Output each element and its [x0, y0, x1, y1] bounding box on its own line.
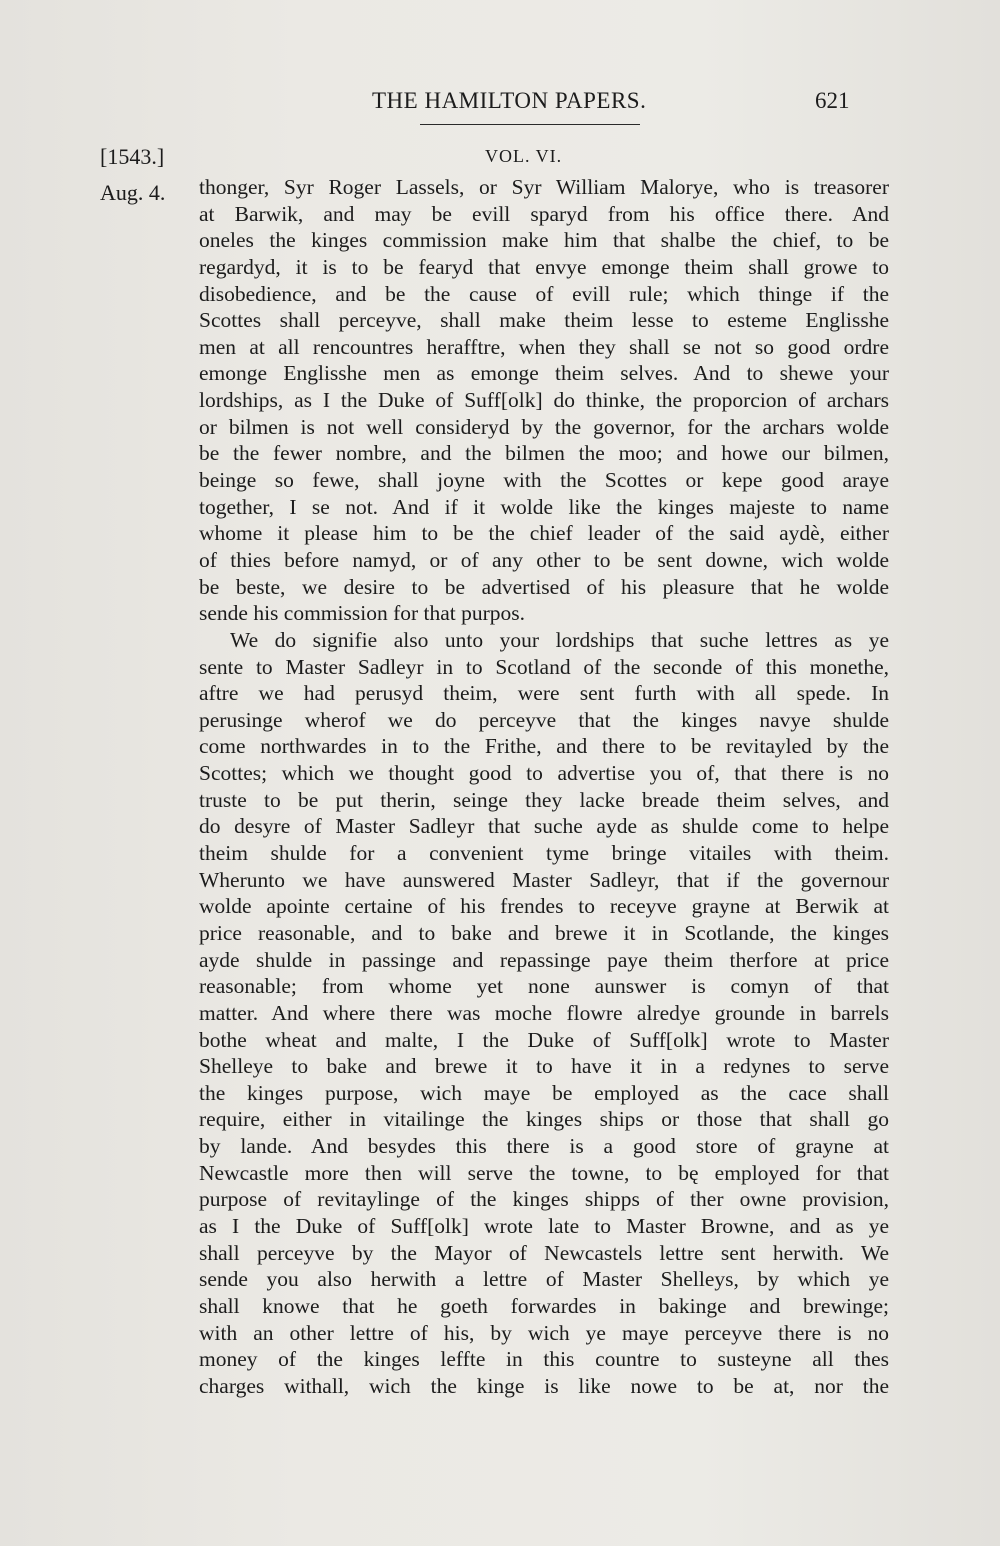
page-number: 621	[815, 88, 850, 113]
text-line: be the fewer nombre, and the bilmen the moo; and howe our bilmen,	[199, 441, 889, 466]
text-line: oneles the kinges commission make him that shalbe the chief, to be	[199, 228, 889, 253]
text-line: be beste, we desire to be advertised of his pleasure that he wolde	[199, 574, 889, 599]
text-line: sende his commission for that purpos.	[199, 601, 526, 626]
text-line: emonge Englisshe men as emonge theim selves. And to shewe your	[199, 361, 889, 386]
text-line: Wherunto we have aunswered Master Sadleyr, that if the governour	[199, 867, 889, 892]
text-line: beinge so fewe, shall joyne with the Scottes or kepe good araye	[199, 468, 889, 493]
text-line: theim shulde for a convenient tyme bringe vitailes with theim.	[199, 841, 889, 866]
text-line: disobedience, and be the cause of evill rule; which thinge if the	[199, 281, 889, 306]
text-line: thonger, Syr Roger Lassels, or Syr William Malorye, who is treasorer	[199, 175, 889, 199]
text-line: We do signifie also unto your lordships that suche lettres as ye	[230, 627, 889, 652]
text-line: shall perceyve by the Mayor of Newcastels lettre sent herwith. We	[199, 1240, 889, 1265]
text-line: price reasonable, and to bake and brewe it in Scotlande, the kinges	[199, 920, 889, 945]
text-line: require, either in vitailinge the kinges ships or those that shall go	[199, 1107, 889, 1132]
text-line: the kinges purpose, wich maye be employed as the cace shall	[199, 1080, 889, 1105]
text-line: as I the Duke of Suff[olk] wrote late to Master Browne, and as ye	[199, 1213, 889, 1238]
text-line: perusinge wherof we do perceyve that the kinges navye shulde	[199, 707, 889, 732]
text-line: charges withall, wich the kinge is like nowe to be at, nor the	[199, 1373, 889, 1398]
text-line: men at all rencountres herafftre, when they shall se not so good ordre	[199, 334, 889, 359]
text-line: ayde shulde in passinge and repassinge paye theim therfore at price	[199, 947, 889, 972]
text-line: reasonable; from whome yet none aunswer is comyn of that	[199, 974, 889, 999]
text-line: shall knowe that he goeth forwardes in bakinge and brewinge;	[199, 1293, 889, 1318]
text-line: matter. And where there was moche flowre alredye grounde in barrels	[199, 1000, 889, 1025]
running-title: THE HAMILTON PAPERS.	[372, 88, 647, 113]
text-line: bothe wheat and malte, I the Duke of Suff[olk] wrote to Master	[199, 1027, 889, 1052]
text-line: by lande. And besydes this there is a good store of grayne at	[199, 1134, 889, 1159]
text-line: Scottes; which we thought good to advertise you of, that there is no	[199, 761, 889, 786]
text-line: truste to be put therin, seinge they lacke breade theim selves, and	[199, 787, 889, 812]
text-line: purpose of revitaylinge of the kinges shipps of ther owne provision,	[199, 1187, 889, 1212]
entry-date: Aug. 4.	[100, 180, 166, 205]
text-line: Shelleye to bake and brewe it to have it in a redynes to serve	[199, 1054, 889, 1079]
text-line: or bilmen is not well consideryd by the governor, for the archars wolde	[199, 414, 889, 439]
text-line: do desyre of Master Sadleyr that suche ayde as shulde come to helpe	[199, 814, 889, 839]
text-line: with an other lettre of his, by wich ye maye perceyve there is no	[199, 1320, 889, 1345]
text-line: aftre we had perusyd theim, were sent furth with all spede. In	[199, 681, 889, 706]
text-line: of thies before namyd, or of any other to be sent downe, wich wolde	[199, 547, 889, 572]
text-line: sente to Master Sadleyr in to Scotland of the seconde of this monethe,	[199, 654, 889, 679]
text-line: together, I se not. And if it wolde like the kinges majeste to name	[199, 494, 889, 519]
body-text	[199, 174, 889, 1399]
text-line: lordships, as I the Duke of Suff[olk] do thinke, the proporcion of archars	[199, 388, 889, 413]
header-rule	[420, 124, 640, 125]
text-line: regardyd, it is to be fearyd that envye emonge theim shall growe to	[199, 254, 889, 279]
text-line: Scottes shall perceyve, shall make theim lesse to esteme Englisshe	[199, 308, 889, 333]
year-marginal-note: [1543.]	[100, 144, 165, 169]
text-line: whome it please him to be the chief leader of the said aydè, either	[199, 521, 889, 546]
text-line: money of the kinges leffte in this countre to susteyne all thes	[199, 1347, 889, 1372]
text-line: Newcastle more then will serve the towne, to bę employed for that	[199, 1160, 889, 1185]
volume-label: VOL. VI.	[485, 146, 563, 166]
text-line: at Barwik, and may be evill sparyd from his office there. And	[199, 201, 889, 226]
text-line: wolde apointe certaine of his frendes to receyve grayne at Berwik at	[199, 894, 889, 919]
text-line: sende you also herwith a lettre of Master Shelleys, by which ye	[199, 1267, 889, 1292]
text-line: come northwardes in to the Frithe, and there to be revitayled by the	[199, 734, 889, 759]
